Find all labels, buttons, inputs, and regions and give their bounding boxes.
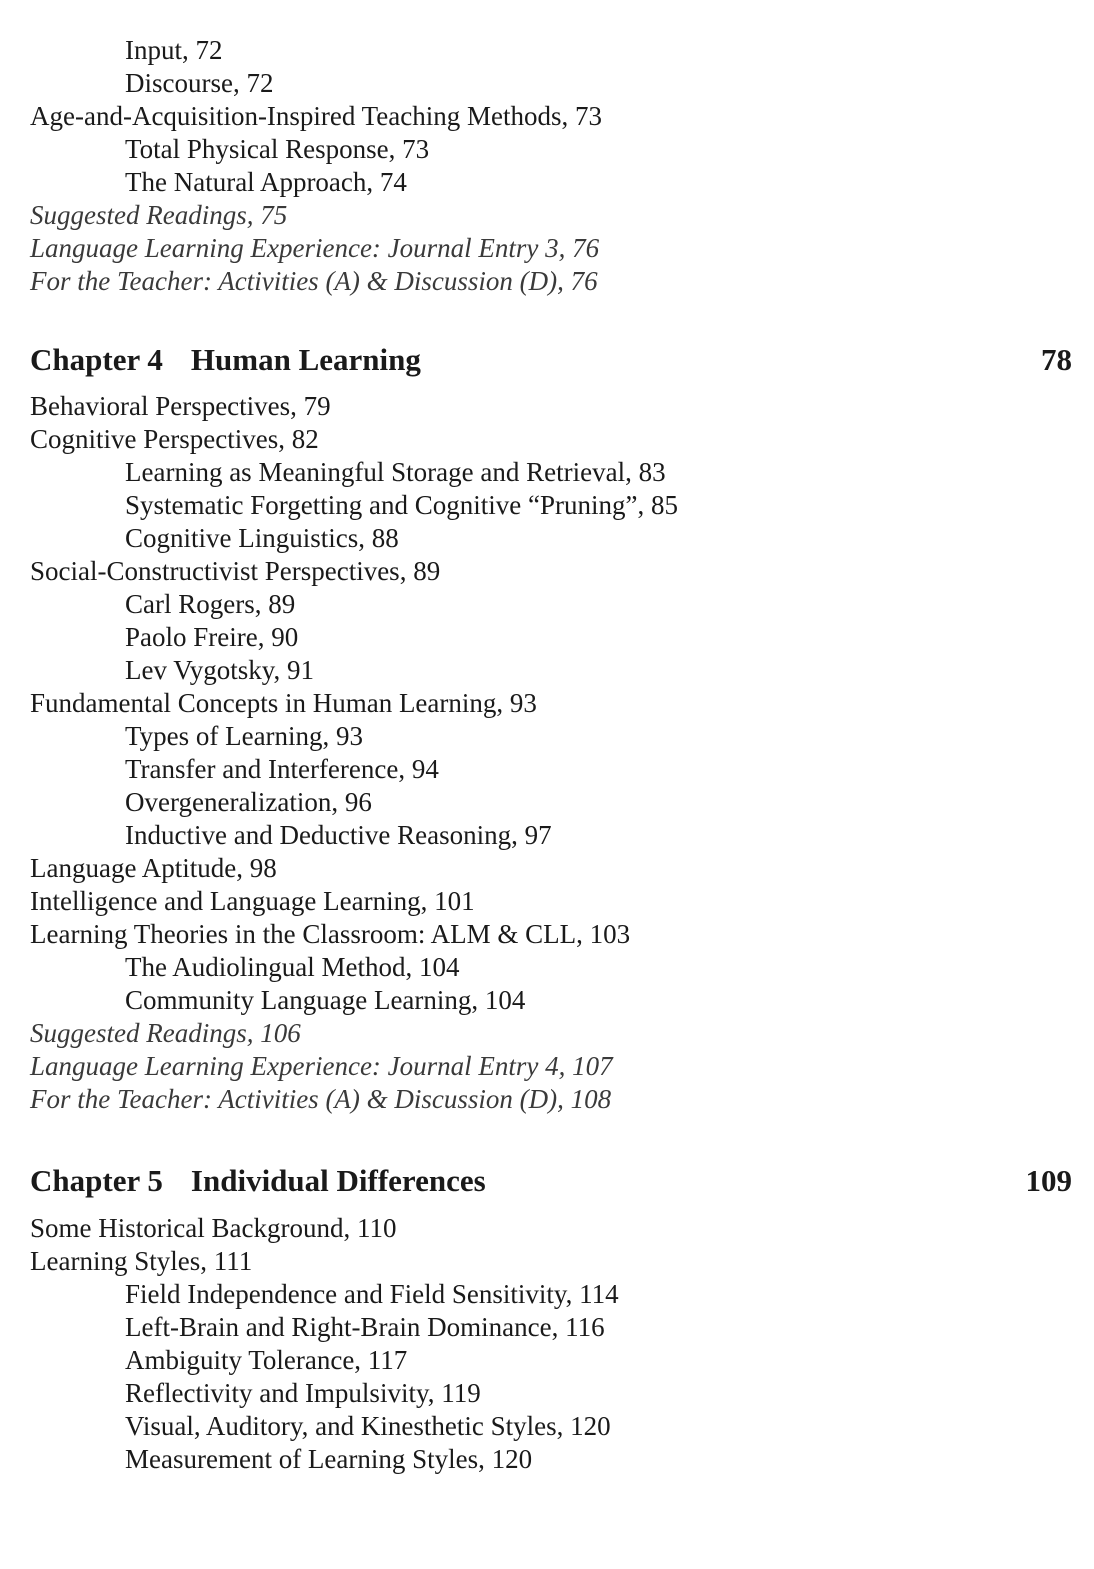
toc-entry: For the Teacher: Activities (A) & Discussion (D), 76 — [30, 266, 598, 296]
toc-entry: Suggested Readings, 75 — [30, 200, 288, 230]
toc-entry: Cognitive Perspectives, 82 — [30, 424, 319, 454]
toc-subentry: Ambiguity Tolerance, 117 — [125, 1345, 408, 1375]
toc-subentry: Lev Vygotsky, 91 — [125, 655, 314, 685]
toc-subentry: Community Language Learning, 104 — [125, 985, 526, 1015]
toc-entry: For the Teacher: Activities (A) & Discussion (D), 108 — [30, 1084, 612, 1114]
toc-subentry: Field Independence and Field Sensitivity, 114 — [125, 1279, 619, 1309]
chapter4-page-number: 78 — [1041, 342, 1072, 377]
toc-entry: Suggested Readings, 106 — [30, 1018, 301, 1048]
chapter4-heading — [30, 340, 1072, 380]
toc-entry: Some Historical Background, 110 — [30, 1213, 397, 1243]
toc-subentry: Transfer and Interference, 94 — [125, 754, 439, 784]
chapter4-entry-list — [30, 390, 1070, 1116]
toc-entry: Language Aptitude, 98 — [30, 853, 277, 883]
toc-subentry: Measurement of Learning Styles, 120 — [125, 1444, 533, 1474]
toc-entry: Social-Constructivist Perspectives, 89 — [30, 556, 441, 586]
toc-entry: Learning Styles, 111 — [30, 1246, 253, 1276]
chapter5-title: Individual Differences — [190, 1163, 486, 1198]
chapter4-title: Human Learning — [190, 342, 421, 377]
toc-entry: Fundamental Concepts in Human Learning, 93 — [30, 688, 537, 718]
chapter5-label: Chapter 5 — [30, 1163, 163, 1198]
toc-subentry: Carl Rogers, 89 — [125, 589, 296, 619]
toc-subentry: The Natural Approach, 74 — [125, 167, 407, 197]
toc-entry: Language Learning Experience: Journal Entry 4, 107 — [30, 1051, 613, 1081]
toc-subentry: Systematic Forgetting and Cognitive “Pruning”, 85 — [125, 490, 678, 520]
toc-subentry: Inductive and Deductive Reasoning, 97 — [125, 820, 552, 850]
toc-entry: Learning Theories in the Classroom: ALM & CLL, 103 — [30, 919, 631, 949]
toc-subentry: Types of Learning, 93 — [125, 721, 364, 751]
toc-subentry: Input, 72 — [125, 35, 223, 65]
toc-subentry: Visual, Auditory, and Kinesthetic Styles, 120 — [125, 1411, 611, 1441]
toc-subentry: Discourse, 72 — [125, 68, 274, 98]
toc-subentry: Left-Brain and Right-Brain Dominance, 116 — [125, 1312, 605, 1342]
toc-entry: Behavioral Perspectives, 79 — [30, 391, 331, 421]
toc-subentry: Learning as Meaningful Storage and Retrieval, 83 — [125, 457, 666, 487]
chapter3-entry-list — [30, 34, 1070, 298]
chapter5-heading — [30, 1161, 1072, 1201]
toc-entry: Language Learning Experience: Journal Entry 3, 76 — [30, 233, 600, 263]
toc-entry: Age-and-Acquisition-Inspired Teaching Methods, 73 — [30, 101, 602, 131]
chapter4-label: Chapter 4 — [30, 342, 163, 377]
toc-subentry: Overgeneralization, 96 — [125, 787, 372, 817]
toc-subentry: The Audiolingual Method, 104 — [125, 952, 460, 982]
toc-subentry: Total Physical Response, 73 — [125, 134, 430, 164]
toc-subentry: Paolo Freire, 90 — [125, 622, 299, 652]
toc-entry: Intelligence and Language Learning, 101 — [30, 886, 475, 916]
toc-subentry: Cognitive Linguistics, 88 — [125, 523, 399, 553]
chapter5-entry-list — [30, 1212, 1070, 1476]
toc-subentry: Reflectivity and Impulsivity, 119 — [125, 1378, 481, 1408]
chapter5-page-number: 109 — [1025, 1163, 1072, 1198]
